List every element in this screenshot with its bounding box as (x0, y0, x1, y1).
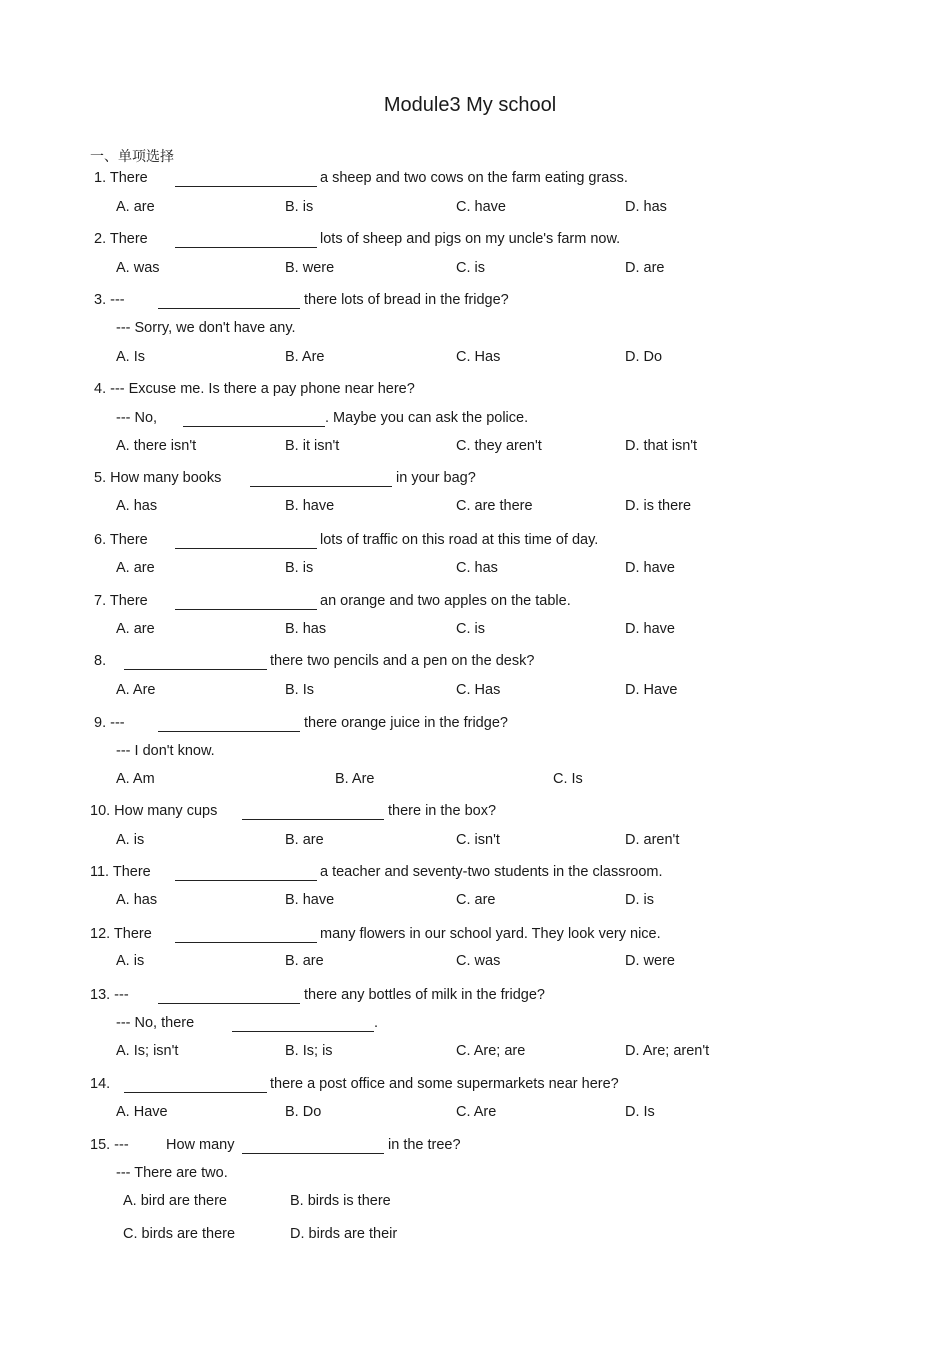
reply-15: --- There are two. (116, 1165, 228, 1181)
option-b: B. is (285, 199, 314, 215)
option-c: C. Has (456, 349, 501, 365)
option-b: B. Do (285, 1104, 322, 1120)
option-a: A. bird are there (123, 1193, 227, 1209)
options-2 (0, 258, 950, 278)
option-d: D. aren't (625, 832, 680, 848)
option-b: B. have (285, 892, 335, 908)
question-number: 1. There (94, 170, 148, 186)
options-11 (0, 890, 950, 910)
question-number: 2. There (94, 231, 148, 247)
question-8 (94, 651, 894, 671)
option-a: A. Have (116, 1104, 168, 1120)
question-number: 14. (90, 1076, 111, 1092)
option-c: C. are there (456, 498, 533, 514)
option-c: C. they aren't (456, 438, 542, 454)
answer-blank (250, 486, 392, 487)
option-b: B. are (285, 832, 324, 848)
option-d: D. is (625, 892, 654, 908)
option-d: D. are (625, 260, 665, 276)
question-number: 3. --- (94, 292, 125, 308)
answer-blank (175, 609, 317, 610)
question-number: 13. --- (90, 987, 129, 1003)
answer-blank (242, 1153, 384, 1154)
option-b: B. it isn't (285, 438, 340, 454)
option-b: B. Are (335, 771, 375, 787)
option-c: C. have (456, 199, 506, 215)
question-stem: lots of sheep and pigs on my uncle's farm now. (320, 231, 621, 247)
question-number: 11. There (90, 864, 151, 880)
question-pre: How many (166, 1137, 235, 1153)
option-b: B. is (285, 560, 314, 576)
question-14 (90, 1074, 890, 1094)
option-a: A. Are (116, 682, 156, 698)
answer-blank (183, 426, 325, 427)
question-stem: a sheep and two cows on the farm eating grass. (320, 170, 628, 186)
option-d: D. birds are their (290, 1226, 398, 1242)
question-1 (94, 168, 894, 188)
answer-blank (124, 1092, 267, 1093)
question-6 (94, 530, 894, 550)
option-a: A. was (116, 260, 160, 276)
options-15-row2 (0, 1224, 950, 1244)
question-11 (90, 862, 890, 882)
question-stem: many flowers in our school yard. They look very nice. (320, 926, 661, 942)
answer-blank (175, 548, 317, 549)
option-d: D. Is (625, 1104, 655, 1120)
section-heading: 一、单项选择 (90, 149, 174, 165)
options-15-row1 (0, 1191, 950, 1211)
answer-blank (158, 1003, 300, 1004)
options-10 (0, 830, 950, 850)
options-4 (0, 436, 950, 456)
option-b: B. Are (285, 349, 325, 365)
option-c: C. isn't (456, 832, 500, 848)
option-b: B. have (285, 498, 335, 514)
question-stem: in your bag? (396, 470, 476, 486)
reply-4 (116, 408, 816, 428)
option-a: A. are (116, 560, 155, 576)
question-stem: there orange juice in the fridge? (304, 715, 508, 731)
option-a: A. Am (116, 771, 155, 787)
option-d: D. Are; aren't (625, 1043, 710, 1059)
option-b: B. are (285, 953, 324, 969)
options-6 (0, 558, 950, 578)
question-number: 12. There (90, 926, 152, 942)
question-stem: lots of traffic on this road at this time of day. (320, 532, 599, 548)
question-5 (94, 468, 894, 488)
options-13 (0, 1041, 950, 1061)
options-9 (0, 769, 950, 789)
question-stem: there in the box? (388, 803, 497, 819)
option-c: C. Has (456, 682, 501, 698)
option-d: D. have (625, 621, 675, 637)
question-2 (94, 229, 894, 249)
options-14 (0, 1102, 950, 1122)
option-b: B. has (285, 621, 327, 637)
answer-blank (175, 880, 317, 881)
option-b: B. birds is there (290, 1193, 391, 1209)
option-a: A. Is (116, 349, 146, 365)
question-number: 8. (94, 653, 107, 669)
option-c: C. birds are there (123, 1226, 236, 1242)
question-15 (90, 1135, 890, 1155)
question-stem: a teacher and seventy-two students in the classroom. (320, 864, 663, 880)
question-7 (94, 591, 894, 611)
reply-text: --- No, there (116, 1015, 195, 1031)
option-c: C. Is (553, 771, 583, 787)
option-a: A. has (116, 892, 158, 908)
option-c: C. is (456, 260, 485, 276)
question-10 (90, 801, 890, 821)
option-c: C. is (456, 621, 485, 637)
reply-text-end: . (374, 1015, 379, 1031)
option-b: B. Is; is (285, 1043, 333, 1059)
question-number: 5. How many books (94, 470, 222, 486)
option-d: D. is there (625, 498, 692, 514)
answer-blank (158, 731, 300, 732)
question-number: 10. How many cups (90, 803, 218, 819)
options-5 (0, 496, 950, 516)
reply-3: --- Sorry, we don't have any. (116, 320, 296, 336)
option-d: D. that isn't (625, 438, 698, 454)
answer-blank (158, 308, 300, 309)
answer-blank (242, 819, 384, 820)
option-a: A. has (116, 498, 158, 514)
option-d: D. have (625, 560, 675, 576)
option-d: D. Do (625, 349, 663, 365)
options-3 (0, 347, 950, 367)
option-a: A. are (116, 199, 155, 215)
answer-blank (175, 247, 317, 248)
reply-text-end: . Maybe you can ask the police. (325, 410, 529, 426)
question-3 (94, 290, 894, 310)
question-number: 9. --- (94, 715, 125, 731)
question-stem: there lots of bread in the fridge? (304, 292, 509, 308)
option-a: A. is (116, 953, 145, 969)
option-c: C. Are; are (456, 1043, 526, 1059)
option-d: D. Have (625, 682, 678, 698)
question-stem: there a post office and some supermarkets near here? (270, 1076, 619, 1092)
options-7 (0, 619, 950, 639)
answer-blank (124, 669, 267, 670)
question-stem: in the tree? (388, 1137, 461, 1153)
question-9 (94, 713, 894, 733)
question-13 (90, 985, 890, 1005)
answer-blank (232, 1031, 374, 1032)
question-12 (90, 924, 890, 944)
reply-9: --- I don't know. (116, 743, 215, 759)
option-c: C. has (456, 560, 498, 576)
question-4: 4. --- Excuse me. Is there a pay phone near here? (94, 381, 415, 397)
option-a: A. Is; isn't (116, 1043, 179, 1059)
question-number: 7. There (94, 593, 148, 609)
options-12 (0, 951, 950, 971)
question-stem: an orange and two apples on the table. (320, 593, 571, 609)
option-a: A. are (116, 621, 155, 637)
question-number: 6. There (94, 532, 148, 548)
answer-blank (175, 942, 317, 943)
reply-13 (116, 1013, 816, 1033)
options-8 (0, 680, 950, 700)
option-b: B. Is (285, 682, 315, 698)
option-a: A. there isn't (116, 438, 197, 454)
question-number: 15. --- (90, 1137, 129, 1153)
question-stem: there any bottles of milk in the fridge? (304, 987, 545, 1003)
page-title: Module3 My school (383, 94, 557, 116)
question-stem: there two pencils and a pen on the desk? (270, 653, 535, 669)
answer-blank (175, 186, 317, 187)
option-c: C. are (456, 892, 496, 908)
option-b: B. were (285, 260, 335, 276)
options-1 (0, 197, 950, 217)
option-c: C. Are (456, 1104, 497, 1120)
option-d: D. were (625, 953, 675, 969)
option-a: A. is (116, 832, 145, 848)
reply-text: --- No, (116, 410, 158, 426)
option-c: C. was (456, 953, 501, 969)
option-d: D. has (625, 199, 667, 215)
